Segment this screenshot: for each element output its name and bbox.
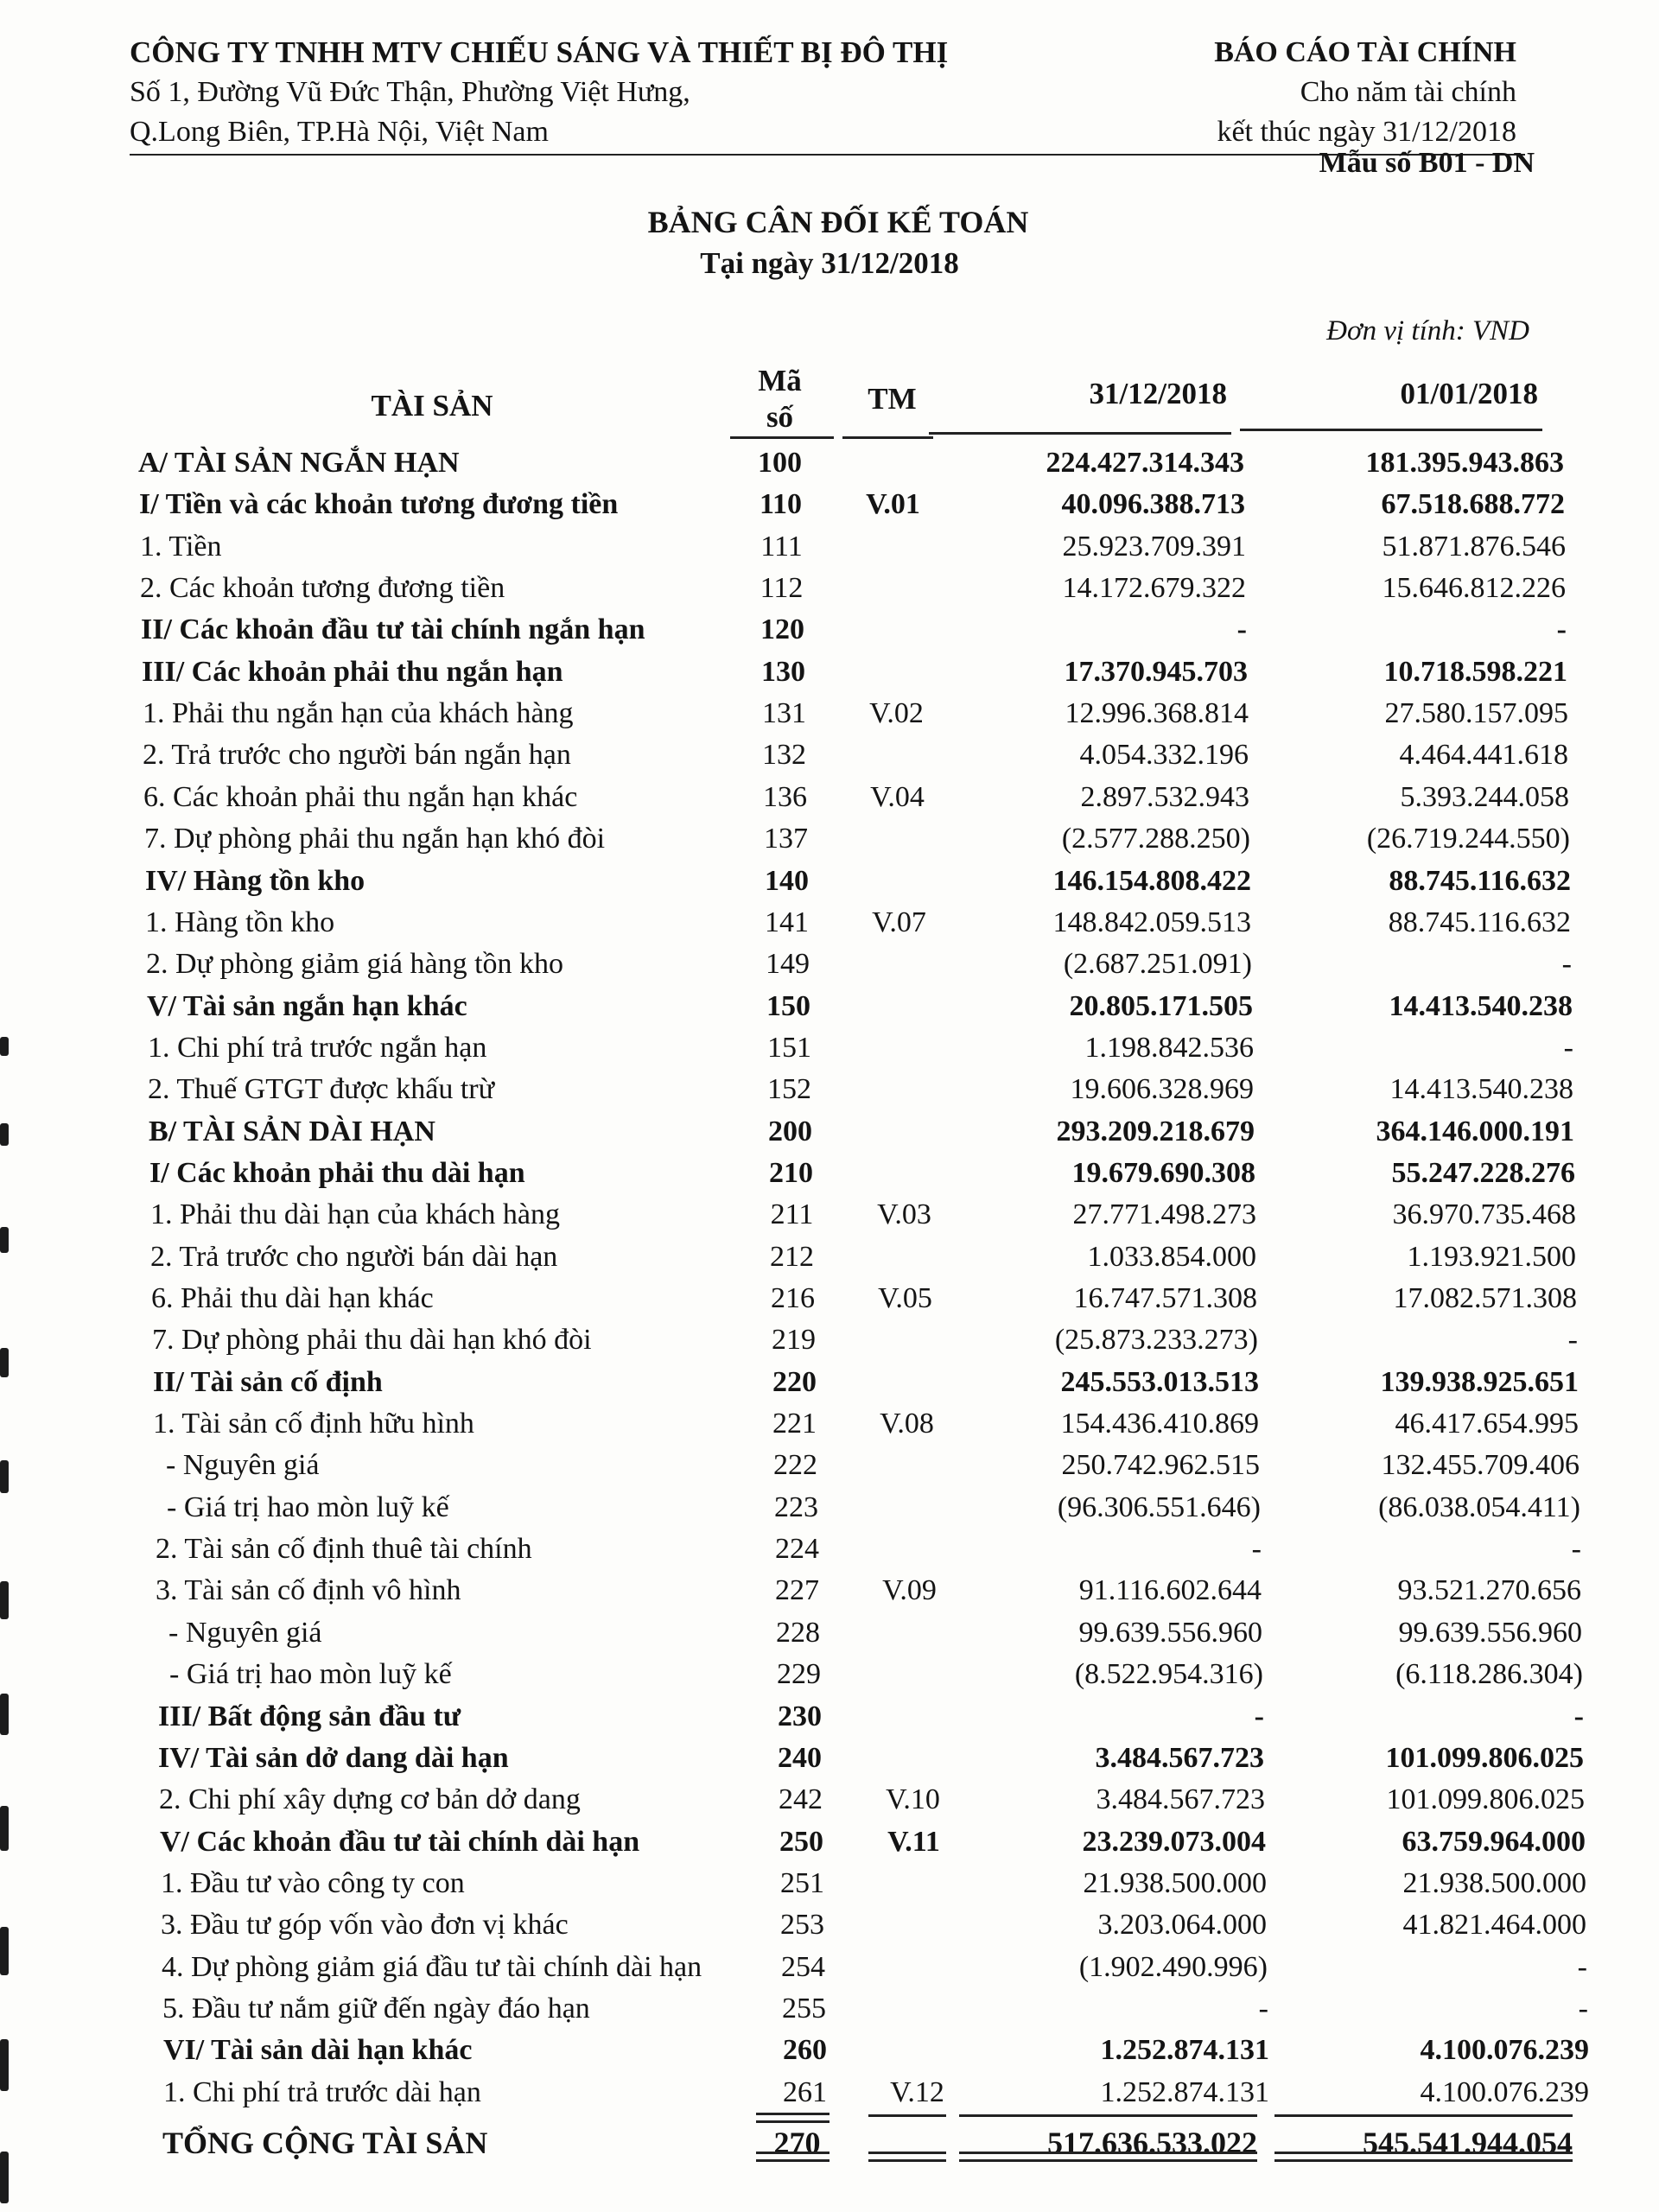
table-row bbox=[6, 818, 1659, 860]
header-rule-note bbox=[842, 436, 933, 439]
page-title: BẢNG CÂN ĐỐI KẾ TOÁN bbox=[647, 205, 1029, 239]
table-row bbox=[7, 861, 1659, 902]
row-value-period2: 93.521.270.656 bbox=[1397, 1574, 1581, 1607]
row-label: 5. Đầu tư nắm giữ đến ngày đáo hạn bbox=[162, 1992, 590, 2024]
table-row bbox=[0, 442, 1659, 484]
table-row bbox=[10, 1111, 1659, 1153]
table-row bbox=[9, 986, 1659, 1027]
row-value-period2: 15.646.812.226 bbox=[1382, 572, 1566, 605]
row-note: V.04 bbox=[870, 780, 925, 813]
row-value-period2: 5.393.244.058 bbox=[1400, 780, 1569, 813]
row-value-period1: 4.054.332.196 bbox=[1079, 739, 1249, 772]
column-header-assets: TÀI SẢN bbox=[371, 389, 493, 423]
row-value-period2: - bbox=[1573, 1700, 1584, 1732]
row-code: 151 bbox=[767, 1031, 811, 1064]
header-rule-period2 bbox=[1240, 429, 1542, 431]
row-value-period1: 1.198.842.536 bbox=[1084, 1031, 1254, 1064]
table-row bbox=[2, 526, 1659, 568]
row-value-period2: 88.745.116.632 bbox=[1388, 906, 1571, 938]
row-code: 136 bbox=[763, 780, 807, 813]
column-header-period2: 01/01/2018 bbox=[1400, 377, 1538, 410]
row-code: 132 bbox=[762, 739, 806, 772]
row-code: 130 bbox=[761, 655, 805, 688]
total-rule-bottom-note bbox=[868, 2152, 946, 2162]
row-value-period1: - bbox=[1258, 1992, 1268, 2024]
table-row bbox=[15, 1362, 1659, 1403]
row-label: 1. Chi phí trả trước dài hạn bbox=[163, 2075, 481, 2108]
row-label: I/ Tiền và các khoản tương đương tiền bbox=[139, 488, 619, 521]
row-label: 1. Hàng tồn kho bbox=[145, 906, 335, 938]
binding-mark bbox=[0, 1806, 9, 1851]
row-label: A/ TÀI SẢN NGẮN HẠN bbox=[138, 447, 460, 479]
row-label: 4. Dự phòng giảm giá đầu tư tài chính dài hạn bbox=[162, 1950, 702, 1983]
row-code: 212 bbox=[770, 1240, 814, 1273]
row-value-period1: 12.996.368.814 bbox=[1065, 697, 1249, 730]
row-label: 2. Các khoản tương đương tiền bbox=[140, 572, 505, 605]
row-note: V.03 bbox=[877, 1198, 931, 1231]
total-rule-bottom-period1 bbox=[959, 2152, 1257, 2162]
row-label: 7. Dự phòng phải thu ngắn hạn khó đòi bbox=[144, 823, 606, 855]
row-code: 140 bbox=[765, 864, 809, 897]
row-note: V.07 bbox=[872, 906, 926, 938]
row-code: 223 bbox=[774, 1491, 818, 1523]
column-header-note: TM bbox=[868, 382, 917, 416]
table-row bbox=[22, 1863, 1659, 1904]
row-label: 6. Các khoản phải thu ngắn hạn khác bbox=[143, 780, 578, 813]
row-label: 3. Đầu tư góp vốn vào đơn vị khác bbox=[161, 1909, 569, 1942]
table-row bbox=[2, 568, 1659, 609]
row-code: 255 bbox=[782, 1992, 826, 2024]
table-row bbox=[22, 1904, 1659, 1946]
row-label: III/ Bất động sản đầu tư bbox=[158, 1700, 461, 1732]
row-value-period1: 91.116.602.644 bbox=[1078, 1574, 1262, 1607]
row-value-period1: 146.154.808.422 bbox=[1052, 864, 1251, 897]
row-value-period1: 224.427.314.343 bbox=[1046, 447, 1244, 479]
binding-mark bbox=[0, 1694, 9, 1735]
row-code: 219 bbox=[772, 1324, 816, 1357]
row-value-period2: 51.871.876.546 bbox=[1382, 530, 1566, 563]
row-code: 251 bbox=[780, 1866, 824, 1899]
company-address-line1: Số 1, Đường Vũ Đức Thận, Phường Việt Hưng, bbox=[130, 76, 690, 108]
column-header-code bbox=[739, 363, 821, 435]
row-value-period1: 14.172.679.322 bbox=[1062, 572, 1246, 605]
row-value-period2: 132.455.709.406 bbox=[1381, 1449, 1580, 1482]
row-value-period1: - bbox=[1236, 613, 1247, 646]
row-label: VI/ Tài sản dài hạn khác bbox=[163, 2034, 473, 2067]
table-row bbox=[1, 484, 1659, 525]
table-row bbox=[17, 1570, 1659, 1611]
row-value-period1: 2.897.532.943 bbox=[1080, 780, 1249, 813]
row-code: 112 bbox=[760, 572, 804, 605]
company-address-line2: Q.Long Biên, TP.Hà Nội, Việt Nam bbox=[130, 116, 549, 148]
row-value-period2: 99.639.556.960 bbox=[1398, 1616, 1582, 1649]
header-divider bbox=[130, 154, 1525, 156]
table-row bbox=[25, 2030, 1659, 2071]
table-row bbox=[12, 1194, 1659, 1236]
row-value-period2: - bbox=[1563, 1031, 1573, 1064]
table-row bbox=[16, 1487, 1659, 1529]
row-value-period2: - bbox=[1578, 1992, 1588, 2024]
table-row bbox=[25, 2072, 1659, 2113]
row-value-period1: 23.239.073.004 bbox=[1082, 1825, 1266, 1858]
company-block bbox=[130, 33, 948, 152]
form-number: Mẫu số B01 - DN bbox=[1319, 147, 1535, 179]
row-label: V/ Các khoản đầu tư tài chính dài hạn bbox=[160, 1825, 640, 1858]
row-note: V.12 bbox=[890, 2075, 944, 2108]
row-code: 254 bbox=[781, 1950, 825, 1983]
row-code: 240 bbox=[778, 1741, 822, 1774]
row-label: - Nguyên giá bbox=[166, 1449, 320, 1482]
report-block bbox=[1214, 33, 1516, 152]
row-label: 1. Chi phí trả trước ngắn hạn bbox=[148, 1031, 487, 1064]
binding-mark bbox=[0, 1581, 9, 1619]
row-value-period1: 99.639.556.960 bbox=[1078, 1616, 1262, 1649]
row-label: 1. Đầu tư vào công ty con bbox=[161, 1866, 465, 1899]
header-rule-code bbox=[730, 436, 834, 439]
report-title: BÁO CÁO TÀI CHÍNH bbox=[1214, 36, 1516, 68]
row-note: V.08 bbox=[880, 1408, 934, 1440]
row-code: 200 bbox=[768, 1115, 812, 1147]
row-value-period2: - bbox=[1571, 1533, 1581, 1566]
row-label: 1. Tiền bbox=[140, 530, 222, 563]
row-value-period1: (1.902.490.996) bbox=[1078, 1950, 1268, 1983]
table-row bbox=[10, 1069, 1659, 1110]
row-label: 2. Dự phòng giảm giá hàng tồn kho bbox=[146, 948, 564, 981]
row-value-period1: 40.096.388.713 bbox=[1061, 488, 1245, 521]
row-value-period2: 63.759.964.000 bbox=[1402, 1825, 1586, 1858]
table-row bbox=[5, 777, 1659, 818]
row-value-period1: 17.370.945.703 bbox=[1064, 655, 1248, 688]
row-label: 1. Phải thu dài hạn của khách hàng bbox=[150, 1198, 560, 1231]
row-value-period1: 19.606.328.969 bbox=[1070, 1073, 1254, 1106]
binding-mark bbox=[0, 1123, 9, 1146]
row-note: V.09 bbox=[882, 1574, 937, 1607]
row-value-period2: 27.580.157.095 bbox=[1384, 697, 1568, 730]
table-row bbox=[22, 1821, 1659, 1863]
row-value-period2: (86.038.054.411) bbox=[1378, 1491, 1580, 1523]
row-value-period1: 27.771.498.273 bbox=[1072, 1198, 1256, 1231]
company-name: CÔNG TY TNHH MTV CHIẾU SÁNG VÀ THIẾT BỊ ĐÔ THỊ bbox=[130, 35, 949, 69]
table-row bbox=[15, 1403, 1659, 1445]
row-label: 3. Tài sản cố định vô hình bbox=[156, 1574, 461, 1607]
page-subtitle: Tại ngày 31/12/2018 bbox=[700, 246, 959, 280]
row-value-period1: (25.873.233.273) bbox=[1054, 1324, 1258, 1357]
row-value-period2: 10.718.598.221 bbox=[1383, 655, 1567, 688]
binding-mark bbox=[0, 2039, 9, 2091]
row-code: 149 bbox=[766, 948, 810, 981]
row-value-period1: 3.484.567.723 bbox=[1095, 1741, 1264, 1774]
row-note: V.05 bbox=[878, 1282, 932, 1314]
row-code: 260 bbox=[783, 2034, 827, 2067]
row-value-period1: 293.209.218.679 bbox=[1056, 1115, 1255, 1147]
document-header bbox=[130, 33, 1538, 162]
row-code: 242 bbox=[779, 1783, 823, 1816]
table-row bbox=[11, 1153, 1659, 1194]
row-value-period1: 1.033.854.000 bbox=[1087, 1240, 1256, 1273]
row-code: 229 bbox=[777, 1658, 821, 1691]
table-row bbox=[3, 652, 1659, 693]
row-value-period1: 245.553.013.513 bbox=[1060, 1365, 1259, 1398]
row-value-period1: 25.923.709.391 bbox=[1062, 530, 1246, 563]
row-value-period2: 67.518.688.772 bbox=[1381, 488, 1565, 521]
row-value-period2: 101.099.806.025 bbox=[1386, 1783, 1585, 1816]
row-value-period2: (26.719.244.550) bbox=[1366, 823, 1570, 855]
row-value-period2: 101.099.806.025 bbox=[1385, 1741, 1584, 1774]
row-value-period1: 250.742.962.515 bbox=[1061, 1449, 1260, 1482]
row-value-period2: 139.938.925.651 bbox=[1380, 1365, 1579, 1398]
row-label: 2. Thuế GTGT được khấu trừ bbox=[148, 1073, 495, 1106]
row-code: 253 bbox=[780, 1909, 824, 1942]
row-label: II/ Các khoản đầu tư tài chính ngắn hạn bbox=[141, 613, 645, 646]
row-code: 120 bbox=[760, 613, 804, 646]
report-period-line2: kết thúc ngày 31/12/2018 bbox=[1217, 116, 1516, 148]
report-period-line1: Cho năm tài chính bbox=[1300, 76, 1516, 108]
total-code: 270 bbox=[773, 2126, 821, 2160]
binding-mark bbox=[0, 1927, 9, 1975]
total-period2: 545.541.944.054 bbox=[1363, 2126, 1573, 2160]
table-row bbox=[12, 1236, 1659, 1278]
row-code: 150 bbox=[766, 989, 810, 1022]
total-rule-bottom-code bbox=[756, 2152, 830, 2162]
row-value-period1: - bbox=[1251, 1533, 1262, 1566]
row-value-period2: 14.413.540.238 bbox=[1389, 1073, 1573, 1106]
row-label: 2. Trả trước cho người bán ngắn hạn bbox=[143, 739, 571, 772]
header-rule-period1 bbox=[929, 432, 1231, 435]
row-code: 137 bbox=[764, 823, 808, 855]
row-value-period2: 21.938.500.000 bbox=[1402, 1866, 1586, 1899]
row-label: 7. Dự phòng phải thu dài hạn khó đòi bbox=[152, 1324, 592, 1357]
row-code: 227 bbox=[775, 1574, 819, 1607]
row-value-period1: (2.687.251.091) bbox=[1063, 948, 1252, 981]
table-row bbox=[4, 734, 1659, 776]
row-value-period2: 14.413.540.238 bbox=[1389, 989, 1573, 1022]
table-row bbox=[4, 693, 1659, 734]
row-code: 111 bbox=[760, 530, 803, 563]
row-value-period2: 364.146.000.191 bbox=[1376, 1115, 1574, 1147]
row-label: IV/ Tài sản dở dang dài hạn bbox=[158, 1741, 509, 1774]
row-value-period1: 16.747.571.308 bbox=[1073, 1282, 1257, 1314]
table-row bbox=[20, 1696, 1659, 1738]
row-value-period2: 4.100.076.239 bbox=[1420, 2075, 1589, 2108]
binding-mark bbox=[0, 1227, 9, 1253]
row-value-period1: 3.203.064.000 bbox=[1097, 1909, 1267, 1942]
table-row bbox=[8, 944, 1659, 985]
row-label: II/ Tài sản cố định bbox=[153, 1365, 383, 1398]
row-label: IV/ Hàng tồn kho bbox=[145, 864, 365, 897]
row-code: 131 bbox=[762, 697, 806, 730]
row-value-period2: 88.745.116.632 bbox=[1389, 864, 1571, 897]
row-value-period1: 148.842.059.513 bbox=[1052, 906, 1251, 938]
row-label: 1. Phải thu ngắn hạn của khách hàng bbox=[143, 697, 574, 730]
row-value-period2: 1.193.921.500 bbox=[1407, 1240, 1576, 1273]
row-value-period1: 1.252.874.131 bbox=[1100, 2075, 1269, 2108]
row-label: 2. Trả trước cho người bán dài hạn bbox=[150, 1240, 558, 1273]
row-code: 210 bbox=[769, 1156, 813, 1189]
binding-mark bbox=[0, 2152, 9, 2203]
row-label: 2. Chi phí xây dựng cơ bản dở dang bbox=[159, 1783, 581, 1816]
row-code: 221 bbox=[772, 1408, 817, 1440]
row-value-period1: (2.577.288.250) bbox=[1061, 823, 1250, 855]
row-code: 141 bbox=[765, 906, 809, 938]
table-row bbox=[23, 1947, 1659, 1988]
table-row bbox=[21, 1779, 1659, 1821]
table-row bbox=[10, 1027, 1659, 1069]
row-note: V.11 bbox=[887, 1825, 940, 1858]
binding-mark bbox=[0, 1460, 9, 1493]
row-value-period1: 19.679.690.308 bbox=[1071, 1156, 1255, 1189]
table-row bbox=[16, 1445, 1659, 1486]
row-label: I/ Các khoản phải thu dài hạn bbox=[149, 1156, 525, 1189]
table-row bbox=[14, 1319, 1659, 1361]
row-label: - Giá trị hao mòn luỹ kế bbox=[169, 1658, 452, 1691]
row-code: 216 bbox=[771, 1282, 815, 1314]
row-label: B/ TÀI SẢN DÀI HẠN bbox=[149, 1115, 435, 1147]
column-header-period1: 31/12/2018 bbox=[1089, 377, 1227, 410]
table-row bbox=[24, 1988, 1659, 2030]
row-label: 2. Tài sản cố định thuê tài chính bbox=[156, 1533, 532, 1566]
row-label: - Nguyên giá bbox=[168, 1616, 322, 1649]
table-row bbox=[18, 1612, 1659, 1654]
row-code: 228 bbox=[776, 1616, 820, 1649]
row-code: 100 bbox=[758, 447, 802, 479]
row-label: III/ Các khoản phải thu ngắn hạn bbox=[142, 655, 563, 688]
row-value-period1: 154.436.410.869 bbox=[1060, 1408, 1259, 1440]
row-value-period1: (96.306.551.646) bbox=[1057, 1491, 1261, 1523]
row-code: 110 bbox=[759, 488, 803, 521]
row-value-period2: 36.970.735.468 bbox=[1392, 1198, 1576, 1231]
row-note: V.10 bbox=[886, 1783, 940, 1816]
row-label: 6. Phải thu dài hạn khác bbox=[151, 1282, 434, 1314]
row-note: V.02 bbox=[869, 697, 924, 730]
table-row bbox=[17, 1529, 1659, 1570]
row-note: V.01 bbox=[866, 488, 920, 521]
row-value-period1: - bbox=[1254, 1700, 1264, 1732]
total-period1: 517.636.533.022 bbox=[1047, 2126, 1257, 2160]
column-header-code-line2: số bbox=[766, 400, 794, 434]
row-value-period2: - bbox=[1556, 613, 1567, 646]
row-label: 1. Tài sản cố định hữu hình bbox=[153, 1408, 474, 1440]
table-row bbox=[7, 902, 1659, 944]
table-row bbox=[20, 1738, 1659, 1779]
row-value-period2: - bbox=[1561, 948, 1572, 981]
row-value-period2: 4.464.441.618 bbox=[1399, 739, 1568, 772]
row-code: 152 bbox=[767, 1073, 811, 1106]
column-header-code-line1: Mã bbox=[758, 364, 802, 397]
binding-mark bbox=[0, 1348, 9, 1377]
total-rule-bottom-period2 bbox=[1274, 2152, 1573, 2162]
row-code: 224 bbox=[775, 1533, 819, 1566]
row-value-period1: 1.252.874.131 bbox=[1100, 2034, 1269, 2067]
total-label: TỔNG CỘNG TÀI SẢN bbox=[162, 2126, 488, 2160]
currency-unit: Đơn vị tính: VND bbox=[1326, 315, 1529, 346]
row-value-period2: 55.247.228.276 bbox=[1391, 1156, 1575, 1189]
row-code: 261 bbox=[783, 2075, 827, 2108]
row-value-period1: 3.484.567.723 bbox=[1096, 1783, 1265, 1816]
table-row bbox=[19, 1654, 1659, 1695]
row-label: V/ Tài sản ngắn hạn khác bbox=[147, 989, 467, 1022]
row-code: 220 bbox=[772, 1365, 817, 1398]
row-value-period2: 41.821.464.000 bbox=[1402, 1909, 1586, 1942]
row-label: - Giá trị hao mòn luỹ kế bbox=[167, 1491, 449, 1523]
row-value-period1: (8.522.954.316) bbox=[1074, 1658, 1263, 1691]
row-value-period2: 46.417.654.995 bbox=[1395, 1408, 1579, 1440]
row-code: 211 bbox=[770, 1198, 814, 1231]
row-code: 250 bbox=[779, 1825, 823, 1858]
row-value-period2: 181.395.943.863 bbox=[1365, 447, 1564, 479]
row-value-period2: - bbox=[1567, 1324, 1578, 1357]
row-value-period1: 20.805.171.505 bbox=[1069, 989, 1253, 1022]
table-row bbox=[13, 1278, 1659, 1319]
binding-mark bbox=[0, 1037, 9, 1056]
row-value-period2: 17.082.571.308 bbox=[1393, 1282, 1577, 1314]
row-code: 222 bbox=[773, 1449, 817, 1482]
table-row bbox=[3, 609, 1659, 651]
row-value-period1: 21.938.500.000 bbox=[1083, 1866, 1267, 1899]
row-code: 230 bbox=[778, 1700, 822, 1732]
row-value-period2: (6.118.286.304) bbox=[1395, 1658, 1583, 1691]
row-value-period2: 4.100.076.239 bbox=[1420, 2034, 1589, 2067]
row-value-period2: - bbox=[1577, 1950, 1587, 1983]
